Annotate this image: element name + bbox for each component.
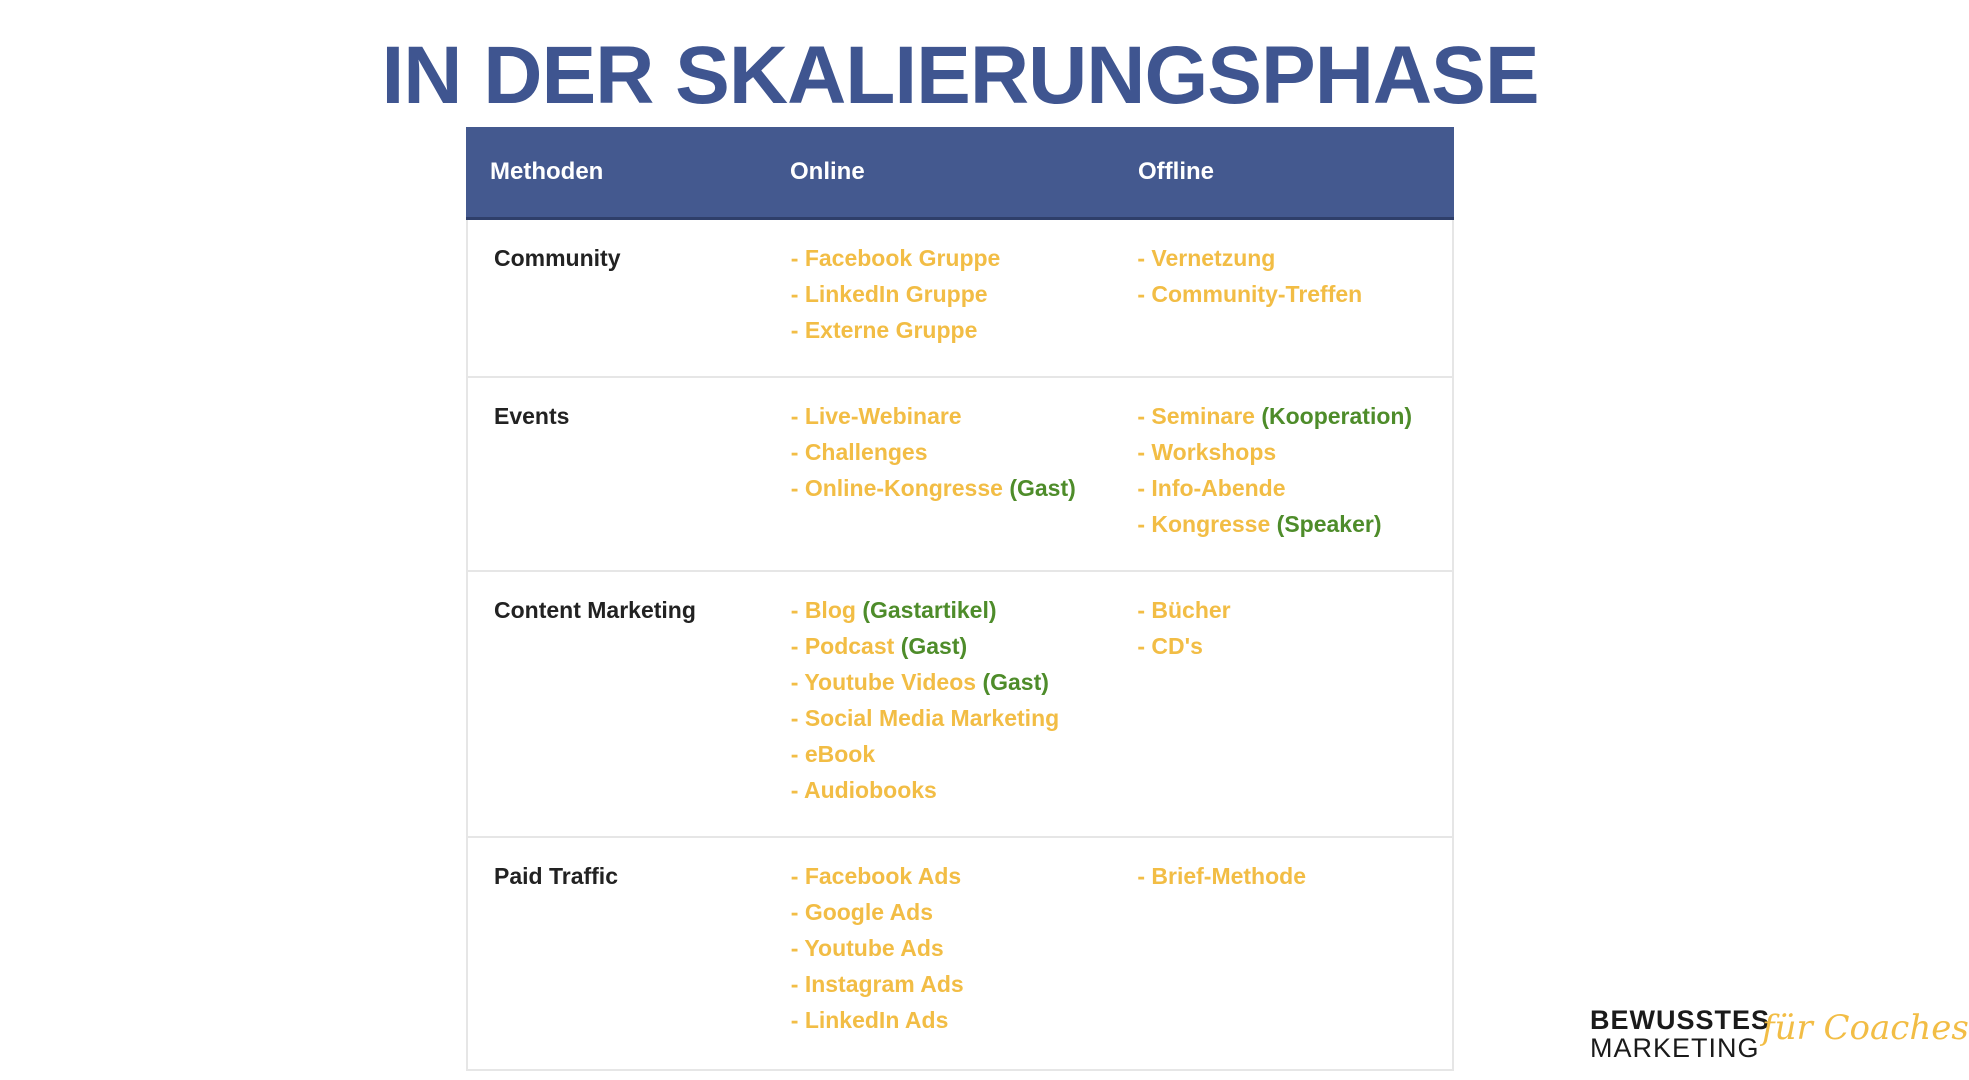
logo-script: für Coaches xyxy=(1762,1008,1969,1048)
item-text: - Workshops xyxy=(1137,439,1277,465)
online-cell xyxy=(785,858,1132,1038)
item-text: - Info-Abende xyxy=(1137,475,1286,501)
item-text: - Facebook Gruppe xyxy=(790,245,1001,271)
item-text: - Live-Webinare xyxy=(790,403,962,429)
online-cell xyxy=(785,592,1132,808)
page-title: IN DER SKALIERUNGSPHASE xyxy=(381,30,1539,121)
offline-item xyxy=(1137,240,1452,276)
offline-item xyxy=(1137,628,1452,664)
online-item xyxy=(791,592,1132,628)
table-body xyxy=(468,220,1452,1069)
item-text: - Facebook Ads xyxy=(790,863,962,889)
item-text: - Audiobooks xyxy=(790,777,937,803)
logo-line-1: BEWUSSTES xyxy=(1590,1005,1771,1035)
item-note: (Gastartikel) xyxy=(862,597,997,623)
item-text: - Google Ads xyxy=(790,899,934,925)
methods-table xyxy=(466,127,1454,1071)
offline-item xyxy=(1137,276,1452,312)
item-text: - Vernetzung xyxy=(1137,245,1276,271)
item-text: - Youtube Ads xyxy=(790,935,944,961)
item-text: - Instagram Ads xyxy=(790,971,964,997)
offline-item xyxy=(1137,398,1452,434)
item-text: - Bücher xyxy=(1137,597,1231,623)
offline-cell xyxy=(1131,398,1452,542)
offline-item xyxy=(1137,506,1452,542)
item-text: - Podcast xyxy=(790,633,895,659)
method-cell: Events xyxy=(494,403,570,429)
online-cell xyxy=(785,398,1132,506)
online-item xyxy=(791,772,1132,808)
item-text: - Seminare xyxy=(1137,403,1255,429)
offline-cell xyxy=(1131,858,1452,894)
table-row xyxy=(468,220,1452,378)
item-text: - LinkedIn Ads xyxy=(790,1007,949,1033)
item-text: - Social Media Marketing xyxy=(790,705,1060,731)
item-text: - Kongresse xyxy=(1137,511,1271,537)
item-text: - Challenges xyxy=(790,439,928,465)
online-item xyxy=(791,434,1132,470)
online-item xyxy=(791,664,1132,700)
item-note: (Kooperation) xyxy=(1261,403,1413,429)
online-item xyxy=(791,700,1132,736)
online-item xyxy=(791,312,1132,348)
brand-logo xyxy=(1590,1005,1969,1070)
item-text: - Youtube Videos xyxy=(790,669,977,695)
item-note: (Gast) xyxy=(982,669,1049,695)
logo-line-2: MARKETING xyxy=(1590,1033,1760,1063)
item-text: - eBook xyxy=(790,741,876,767)
header-offline: Offline xyxy=(1138,158,1214,185)
online-item xyxy=(791,628,1132,664)
method-cell: Community xyxy=(494,245,621,271)
offline-item xyxy=(1137,592,1452,628)
item-text: - Community-Treffen xyxy=(1137,281,1363,307)
item-note: (Gast) xyxy=(900,633,968,659)
table-row xyxy=(468,572,1452,838)
online-item xyxy=(791,930,1132,966)
table-header xyxy=(466,127,1454,220)
online-item xyxy=(791,858,1132,894)
offline-cell xyxy=(1131,592,1452,664)
online-item xyxy=(791,470,1132,506)
online-item xyxy=(791,966,1132,1002)
offline-item xyxy=(1137,470,1452,506)
item-note: (Speaker) xyxy=(1276,511,1382,537)
header-online: Online xyxy=(790,158,865,185)
table-row xyxy=(468,378,1452,572)
item-text: - Externe Gruppe xyxy=(790,317,978,343)
online-item xyxy=(791,240,1132,276)
offline-item xyxy=(1137,858,1452,894)
offline-cell xyxy=(1131,240,1452,312)
table-row xyxy=(468,838,1452,1069)
online-item xyxy=(791,1002,1132,1038)
offline-item xyxy=(1137,434,1452,470)
online-item xyxy=(791,894,1132,930)
online-item xyxy=(791,398,1132,434)
header-methoden: Methoden xyxy=(490,158,604,185)
online-item xyxy=(791,736,1132,772)
method-cell: Paid Traffic xyxy=(494,863,618,889)
online-item xyxy=(791,276,1132,312)
item-text: - CD's xyxy=(1137,633,1203,659)
item-text: - Brief-Methode xyxy=(1137,863,1306,889)
method-cell: Content Marketing xyxy=(494,597,696,623)
item-text: - LinkedIn Gruppe xyxy=(790,281,988,307)
online-cell xyxy=(785,240,1132,348)
item-text: - Online-Kongresse xyxy=(790,475,1003,501)
item-note: (Gast) xyxy=(1009,475,1076,501)
item-text: - Blog xyxy=(790,597,856,623)
